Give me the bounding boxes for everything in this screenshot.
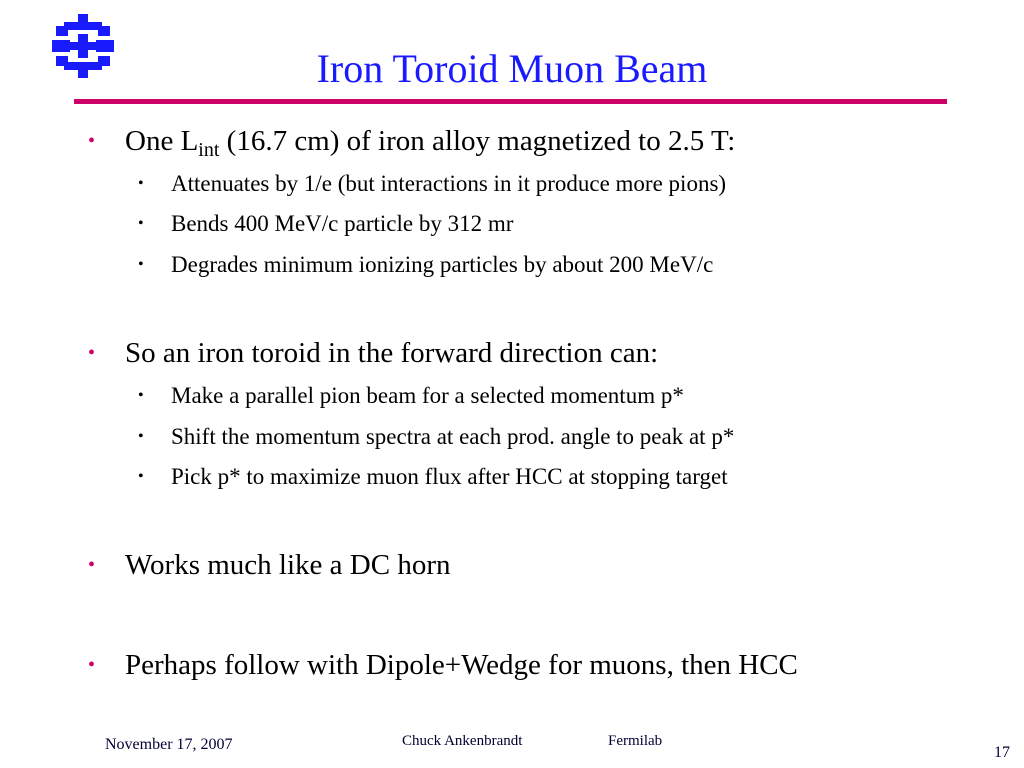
- bullet-1-text: One $L_{int}$ (16.7 cm) of iron alloy magnetized to 2.5 T:: [125, 125, 736, 161]
- bullet-dot: •: [88, 554, 96, 576]
- footer-org: Fermilab: [608, 733, 663, 749]
- page-number: 17: [994, 744, 1010, 761]
- bullet-dot: •: [138, 256, 144, 273]
- bullet-dot: •: [138, 468, 144, 485]
- bullet-dot: •: [88, 130, 96, 152]
- bullet-dot: •: [138, 428, 144, 445]
- bullet-dot: •: [138, 387, 144, 404]
- footer-date: November 17, 2007: [105, 736, 233, 753]
- footer-author: Chuck Ankenbrandt: [402, 733, 523, 749]
- slide-title: Iron Toroid Muon Beam: [316, 46, 708, 91]
- bullet-dot: •: [88, 342, 96, 364]
- bullet-dot: •: [88, 654, 96, 676]
- bullet-dot: •: [138, 175, 144, 192]
- title-divider: [74, 99, 947, 104]
- bullet-dot: •: [138, 215, 144, 232]
- subscript-int: int: [198, 139, 220, 161]
